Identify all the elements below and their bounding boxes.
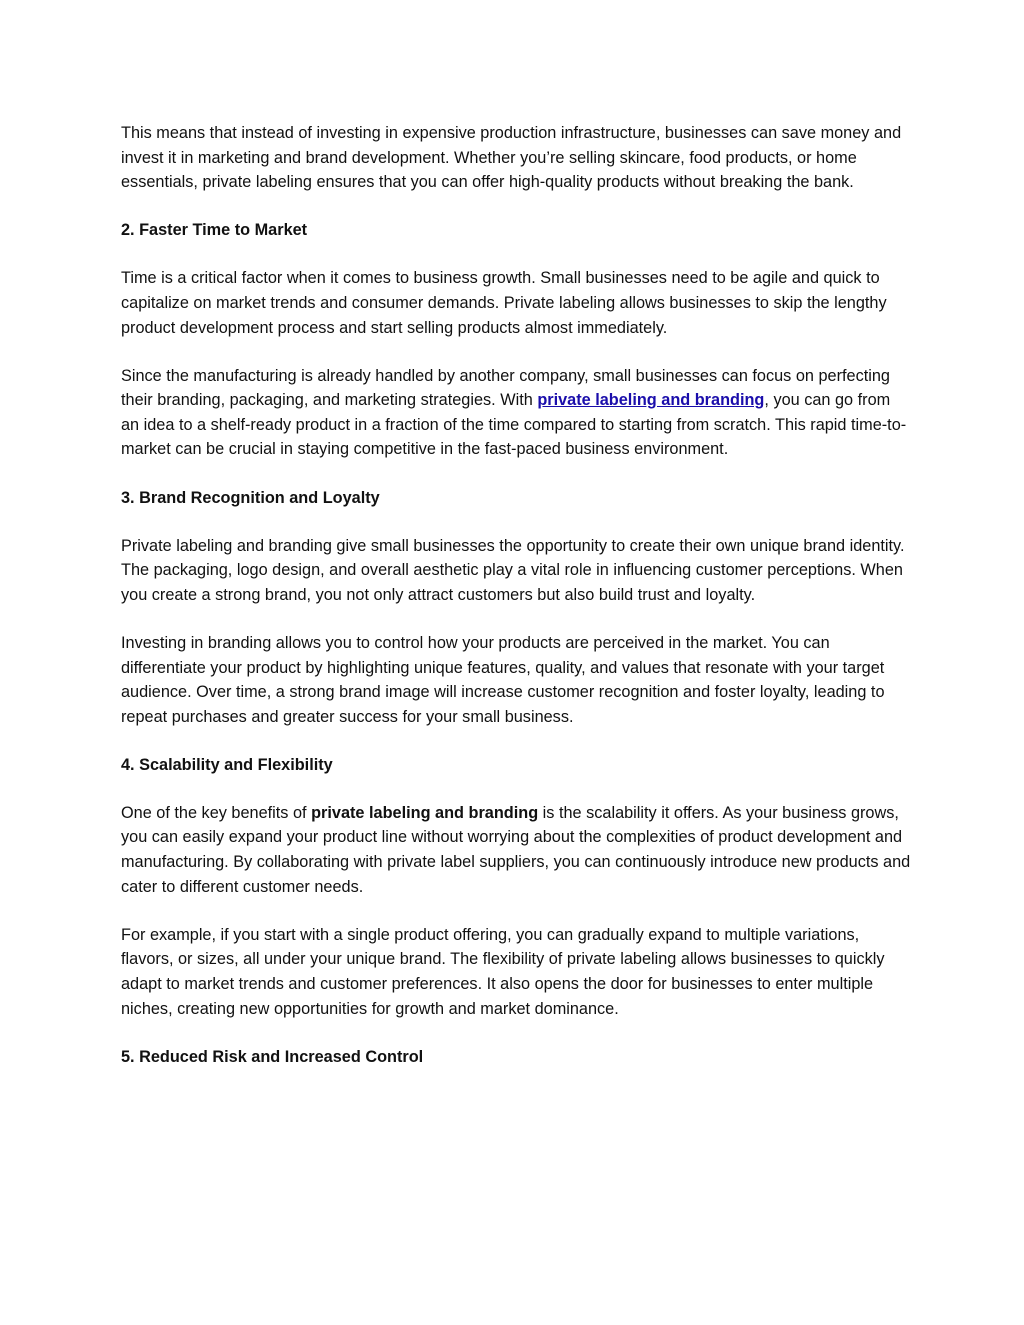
manufacturing-text-after-link: , you can go from an idea to a shelf-ready product in a fraction of the time compared to starting from scratch. This rapid time-to-market can be crucial in staying competitive in the fast-paced business environment. <box>121 391 907 459</box>
document-page <box>121 121 911 1093</box>
scalability-text-after-bold: is the scalability it offers. As your business grows, you can easily expand your product line without worrying about the complexities of product development and manufacturing. By collaborating with private label suppliers, you can continuously introduce new products and cater to different customer needs. <box>121 803 911 896</box>
investing-in-branding-paragraph: Investing in branding allows you to control how your products are perceived in the market. You can differentiate your product by highlighting unique features, quality, and values that resonate with your target audience. Over time, a strong brand image will increase customer recognition and foster loyalty, leading to repeat purchases and greater success for your small business. <box>121 633 885 726</box>
intro-paragraph: This means that instead of investing in expensive production infrastructure, businesses can save money and invest it in marketing and brand development. Whether you’re selling skincare, food products, or home essentials, private labeling ensures that you can offer high-quality products without breaking the bank. <box>121 124 902 192</box>
manufacturing-paragraph <box>121 364 911 462</box>
section-heading-faster-time-to-market: 2. Faster Time to Market <box>121 221 308 240</box>
example-expansion-paragraph: For example, if you start with a single product offering, you can gradually expand to multiple variations, flavors, or sizes, all under your unique brand. The flexibility of private labeling allows businesses to quickly adapt to market trends and customer preferences. It also opens the door for businesses to enter multiple niches, creating new opportunities for growth and market dominance. <box>121 925 885 1018</box>
scalability-paragraph <box>121 801 911 899</box>
scalability-bold-phrase: private labeling and branding <box>311 803 539 822</box>
scalability-text-before-bold: One of the key benefits of <box>121 803 312 822</box>
time-to-market-paragraph: Time is a critical factor when it comes to business growth. Small businesses need to be agile and quick to capitalize on market trends and consumer demands. Private labeling allows businesses to skip the lengthy product development process and start selling products almost immediately. <box>121 269 887 337</box>
section-heading-reduced-risk: 5. Reduced Risk and Increased Control <box>121 1047 424 1066</box>
private-labeling-and-branding-link[interactable]: private labeling and branding <box>537 391 765 410</box>
brand-identity-paragraph: Private labeling and branding give small businesses the opportunity to create their own unique brand identity. The packaging, logo design, and overall aesthetic play a vital role in influencing customer perceptions. When you create a strong brand, you not only attract customers but also build trust and loyalty. <box>121 536 905 604</box>
section-heading-scalability: 4. Scalability and Flexibility <box>121 755 333 774</box>
section-heading-brand-recognition: 3. Brand Recognition and Loyalty <box>121 488 380 507</box>
manufacturing-text-before-link: Since the manufacturing is already handled by another company, small businesses can focus on perfecting their branding, packaging, and marketing strategies. With <box>121 366 890 410</box>
